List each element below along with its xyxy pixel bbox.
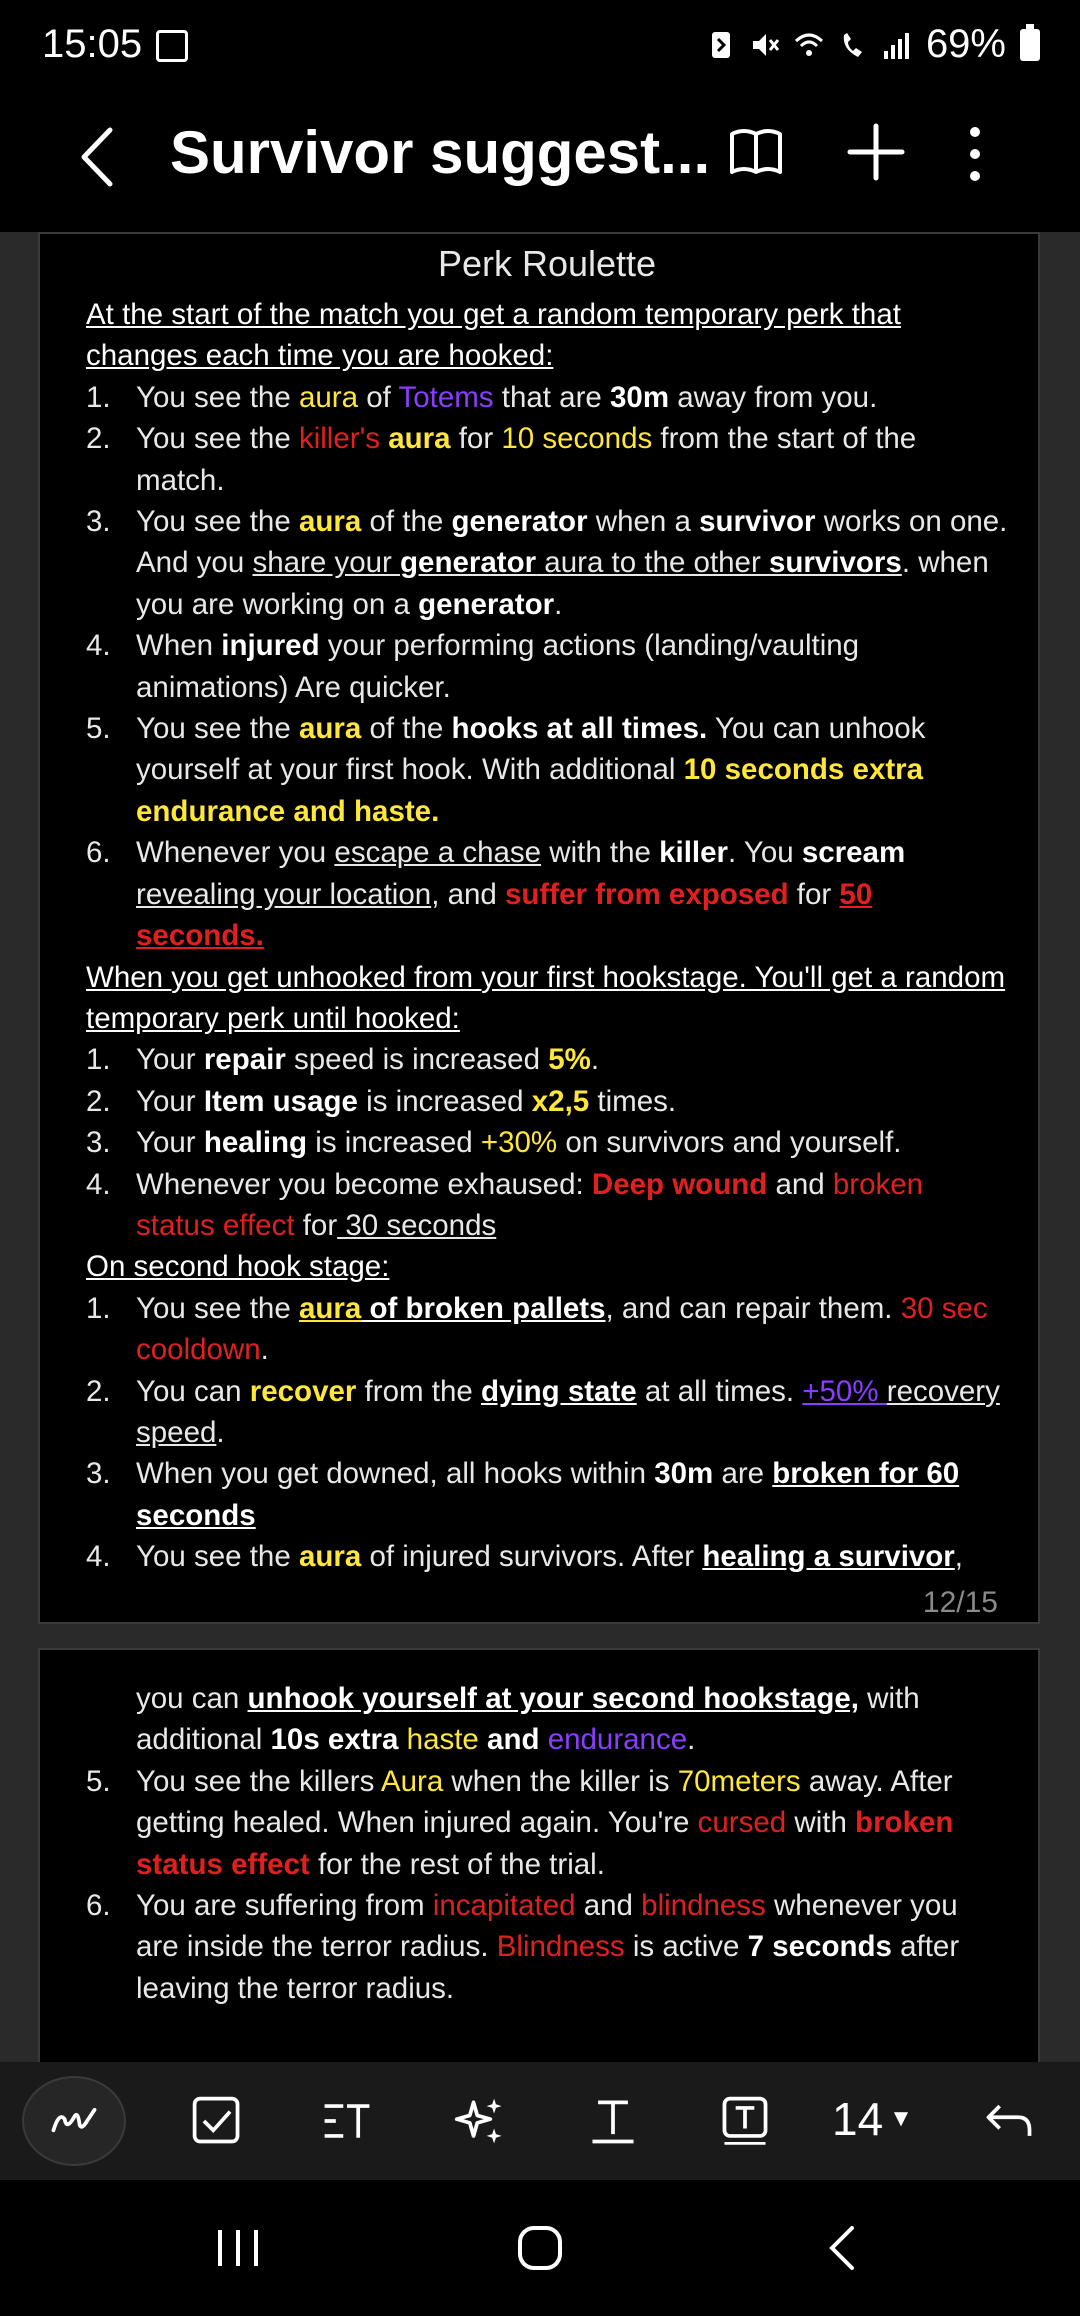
- ai-assist-button[interactable]: [446, 2086, 516, 2156]
- list-item: 1. Your repair speed is increased 5%.: [86, 1043, 600, 1077]
- battery-saver-icon: [706, 29, 736, 61]
- page-text[interactable]: [86, 234, 1008, 1578]
- text-box-icon: [717, 2093, 773, 2149]
- back-nav-button[interactable]: [814, 2218, 874, 2278]
- gallery-icon: [156, 30, 188, 62]
- text-style-icon: [319, 2093, 375, 2149]
- page-text[interactable]: [86, 1678, 1008, 2009]
- battery-icon: [1020, 29, 1040, 61]
- page-title: Perk Roulette: [437, 243, 657, 284]
- recents-icon: [208, 2218, 268, 2278]
- wifi-icon: [794, 29, 824, 61]
- clock: 15:05: [42, 22, 143, 66]
- battery-percent: 69%: [925, 22, 1006, 66]
- back-button[interactable]: [70, 122, 130, 192]
- back-nav-icon: [814, 2218, 874, 2278]
- list-item: 6. Whenever you escape a chase with the killer. You scream revealing your location, and suffer from exposed for 50 seconds.: [86, 836, 906, 953]
- text-format-button[interactable]: [578, 2086, 648, 2156]
- list-item: 6. You are suffering from incapitated and blindness whenever you are inside the terror radius. Blindness is active 7 seconds after leaving the terror radius.: [86, 1889, 960, 2005]
- section-heading: At the start of the match you get a random temporary perk that changes each time you are hooked:: [86, 298, 901, 373]
- perk-list: [86, 1761, 1008, 2009]
- undo-button[interactable]: [974, 2086, 1044, 2156]
- list-item: 3. You see the aura of the generator when a survivor works on one. And you share your generator aura to the other survivors. when you are working on a generator.: [86, 505, 1008, 621]
- list-item-continuation: you can unhook yourself at your second hookstage, with additional 10s extra haste and endurance.: [136, 1682, 920, 1757]
- list-item: 2. You can recover from the dying state at all times. +50% recovery speed.: [86, 1374, 1000, 1449]
- wifi-call-icon: [838, 29, 868, 61]
- home-button[interactable]: [510, 2218, 570, 2278]
- list-item: 1. You see the aura of Totems that are 30m away from you.: [86, 380, 878, 414]
- system-nav-bar: [0, 2180, 1080, 2316]
- ai-sparkle-icon: [453, 2093, 509, 2149]
- perk-list: [86, 1039, 1008, 1246]
- text-box-button[interactable]: [710, 2086, 780, 2156]
- more-options-button[interactable]: [960, 124, 990, 184]
- undo-icon: [981, 2093, 1037, 2149]
- home-icon: [510, 2218, 570, 2278]
- plus-icon: [844, 120, 908, 184]
- section-heading: On second hook stage:: [86, 1250, 390, 1284]
- font-size-value: 14: [832, 2093, 884, 2145]
- text-format-icon: [585, 2093, 641, 2149]
- reading-mode-button[interactable]: [726, 122, 786, 182]
- status-bar: [0, 0, 1080, 92]
- note-page[interactable]: [38, 1648, 1040, 2062]
- list-item: 1. You see the aura of broken pallets, and can repair them. 30 sec cooldown.: [86, 1291, 988, 1367]
- add-page-button[interactable]: [844, 120, 908, 184]
- book-icon: [726, 122, 786, 182]
- perk-list: [86, 1288, 1008, 1578]
- list-item: 5. You see the killers Aura when the killer is 70meters away. After getting healed. When injured again. You're cursed with broken status effect for the rest of the trial.: [86, 1764, 954, 1881]
- note-canvas[interactable]: [0, 232, 1080, 2062]
- mute-icon: [750, 29, 780, 61]
- chevron-down-icon: ▼: [889, 2105, 913, 2132]
- list-item: 2. You see the killer's aura for 10 seconds from the start of the match.: [86, 422, 917, 497]
- list-item: 4. Whenever you become exhaused: Deep wound and broken status effect for 30 seconds: [86, 1167, 924, 1242]
- font-size-selector[interactable]: [832, 2092, 913, 2146]
- editing-toolbar: [0, 2062, 1080, 2180]
- pen-mode-button[interactable]: [22, 2076, 126, 2166]
- pen-icon: [46, 2093, 102, 2149]
- list-item: 4. You see the aura of injured survivors. After healing a survivor,: [86, 1540, 963, 1574]
- app-bar: [0, 92, 1080, 232]
- section-heading: When you get unhooked from your first hookstage. You'll get a random temporary perk until hooked:: [86, 960, 1006, 1035]
- signal-icon: [882, 29, 912, 61]
- more-icon: [960, 124, 990, 184]
- checkbox-icon: [189, 2093, 245, 2149]
- list-item: 2. Your Item usage is increased x2,5 times.: [86, 1084, 677, 1118]
- note-title[interactable]: Survivor suggest...: [170, 119, 711, 186]
- list-item: 3. When you get downed, all hooks within 30m are broken for 60 seconds: [86, 1457, 960, 1532]
- recents-button[interactable]: [208, 2218, 268, 2278]
- checkbox-button[interactable]: [182, 2086, 252, 2156]
- perk-list: [86, 377, 1008, 957]
- page-number: 12/15: [922, 1586, 998, 1619]
- note-page[interactable]: [38, 232, 1040, 1624]
- back-icon: [70, 122, 130, 192]
- list-item: 3. Your healing is increased +30% on survivors and yourself.: [86, 1126, 902, 1160]
- text-style-button[interactable]: [312, 2086, 382, 2156]
- list-item: 4. When injured your performing actions (landing/vaulting animations) Are quicker.: [86, 629, 860, 704]
- list-item: 5. You see the aura of the hooks at all times. You can unhook yourself at your first hook. With additional 10 seconds extra endurance and haste.: [86, 712, 926, 828]
